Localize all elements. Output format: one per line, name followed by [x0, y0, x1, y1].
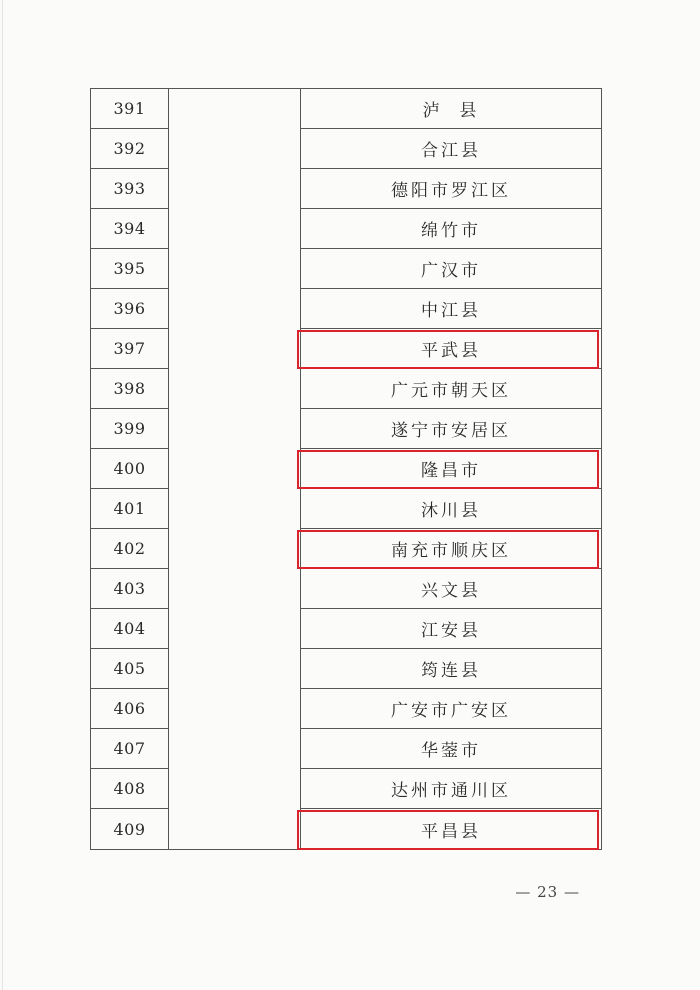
row-number: 401	[91, 489, 169, 529]
row-number: 407	[91, 729, 169, 769]
county-name: 广汉市	[421, 261, 481, 281]
row-number: 399	[91, 409, 169, 449]
blank-cell	[169, 529, 301, 569]
table-row	[91, 729, 601, 769]
row-number: 394	[91, 209, 169, 249]
county-name: 平武县	[421, 341, 481, 361]
county-name: 广安市广安区	[391, 701, 511, 721]
row-number: 392	[91, 129, 169, 169]
blank-cell	[169, 249, 301, 289]
blank-cell	[169, 369, 301, 409]
blank-cell	[169, 729, 301, 769]
county-name-cell	[301, 289, 601, 329]
row-number: 398	[91, 369, 169, 409]
table-row	[91, 209, 601, 249]
blank-cell	[169, 609, 301, 649]
table-row	[91, 289, 601, 329]
county-name: 隆昌市	[421, 461, 481, 481]
row-number: 402	[91, 529, 169, 569]
county-name-cell	[301, 649, 601, 689]
county-name-cell	[301, 209, 601, 249]
table-row	[91, 129, 601, 169]
county-name-cell	[301, 249, 601, 289]
county-name: 沐川县	[421, 501, 481, 521]
row-number: 403	[91, 569, 169, 609]
row-number: 408	[91, 769, 169, 809]
county-name-cell	[301, 809, 601, 849]
county-name-cell	[301, 689, 601, 729]
table-row	[91, 369, 601, 409]
row-number: 397	[91, 329, 169, 369]
table-row	[91, 809, 601, 849]
table-row	[91, 89, 601, 129]
county-name-cell	[301, 129, 601, 169]
county-name-cell	[301, 529, 601, 569]
row-number: 404	[91, 609, 169, 649]
county-name: 南充市顺庆区	[391, 541, 511, 561]
table-row	[91, 609, 601, 649]
blank-cell	[169, 649, 301, 689]
county-name-cell	[301, 609, 601, 649]
row-number: 395	[91, 249, 169, 289]
county-name: 广元市朝天区	[391, 381, 511, 401]
table-row	[91, 409, 601, 449]
blank-cell	[169, 769, 301, 809]
scan-edge	[2, 0, 3, 990]
county-name: 江安县	[421, 621, 481, 641]
row-number: 406	[91, 689, 169, 729]
blank-cell	[169, 169, 301, 209]
county-name-cell	[301, 449, 601, 489]
blank-cell	[169, 329, 301, 369]
page-number: — 23 —	[515, 883, 580, 901]
blank-cell	[169, 449, 301, 489]
blank-cell	[169, 409, 301, 449]
county-name-cell	[301, 329, 601, 369]
county-name: 兴文县	[421, 581, 481, 601]
county-name: 绵竹市	[421, 221, 481, 241]
blank-cell	[169, 89, 301, 129]
table-row	[91, 169, 601, 209]
row-number: 396	[91, 289, 169, 329]
county-name: 遂宁市安居区	[391, 421, 511, 441]
blank-cell	[169, 489, 301, 529]
table-row	[91, 769, 601, 809]
county-name: 达州市通川区	[391, 781, 511, 801]
blank-cell	[169, 209, 301, 249]
table-row	[91, 689, 601, 729]
table-row	[91, 529, 601, 569]
table-row	[91, 489, 601, 529]
county-name-cell	[301, 369, 601, 409]
blank-cell	[169, 289, 301, 329]
county-list-table	[90, 88, 602, 850]
county-name-cell	[301, 169, 601, 209]
blank-cell	[169, 689, 301, 729]
county-name-cell	[301, 409, 601, 449]
county-name: 平昌县	[421, 821, 481, 842]
table-row	[91, 449, 601, 489]
blank-cell	[169, 569, 301, 609]
county-name-cell	[301, 729, 601, 769]
county-name: 中江县	[421, 301, 481, 321]
row-number: 400	[91, 449, 169, 489]
table-row	[91, 569, 601, 609]
row-number: 393	[91, 169, 169, 209]
table-row	[91, 329, 601, 369]
row-number: 409	[91, 809, 169, 849]
table-row	[91, 649, 601, 689]
county-name-cell	[301, 569, 601, 609]
county-name: 华蓥市	[421, 741, 481, 761]
county-name: 筠连县	[421, 661, 481, 681]
row-number: 405	[91, 649, 169, 689]
county-name: 泸 县	[422, 101, 480, 121]
county-name: 合江县	[421, 141, 481, 161]
blank-cell	[169, 129, 301, 169]
blank-cell	[169, 809, 301, 849]
row-number: 391	[91, 89, 169, 129]
county-name: 德阳市罗江区	[391, 181, 511, 201]
county-name-cell	[301, 89, 601, 129]
table-row	[91, 249, 601, 289]
county-name-cell	[301, 769, 601, 809]
county-name-cell	[301, 489, 601, 529]
